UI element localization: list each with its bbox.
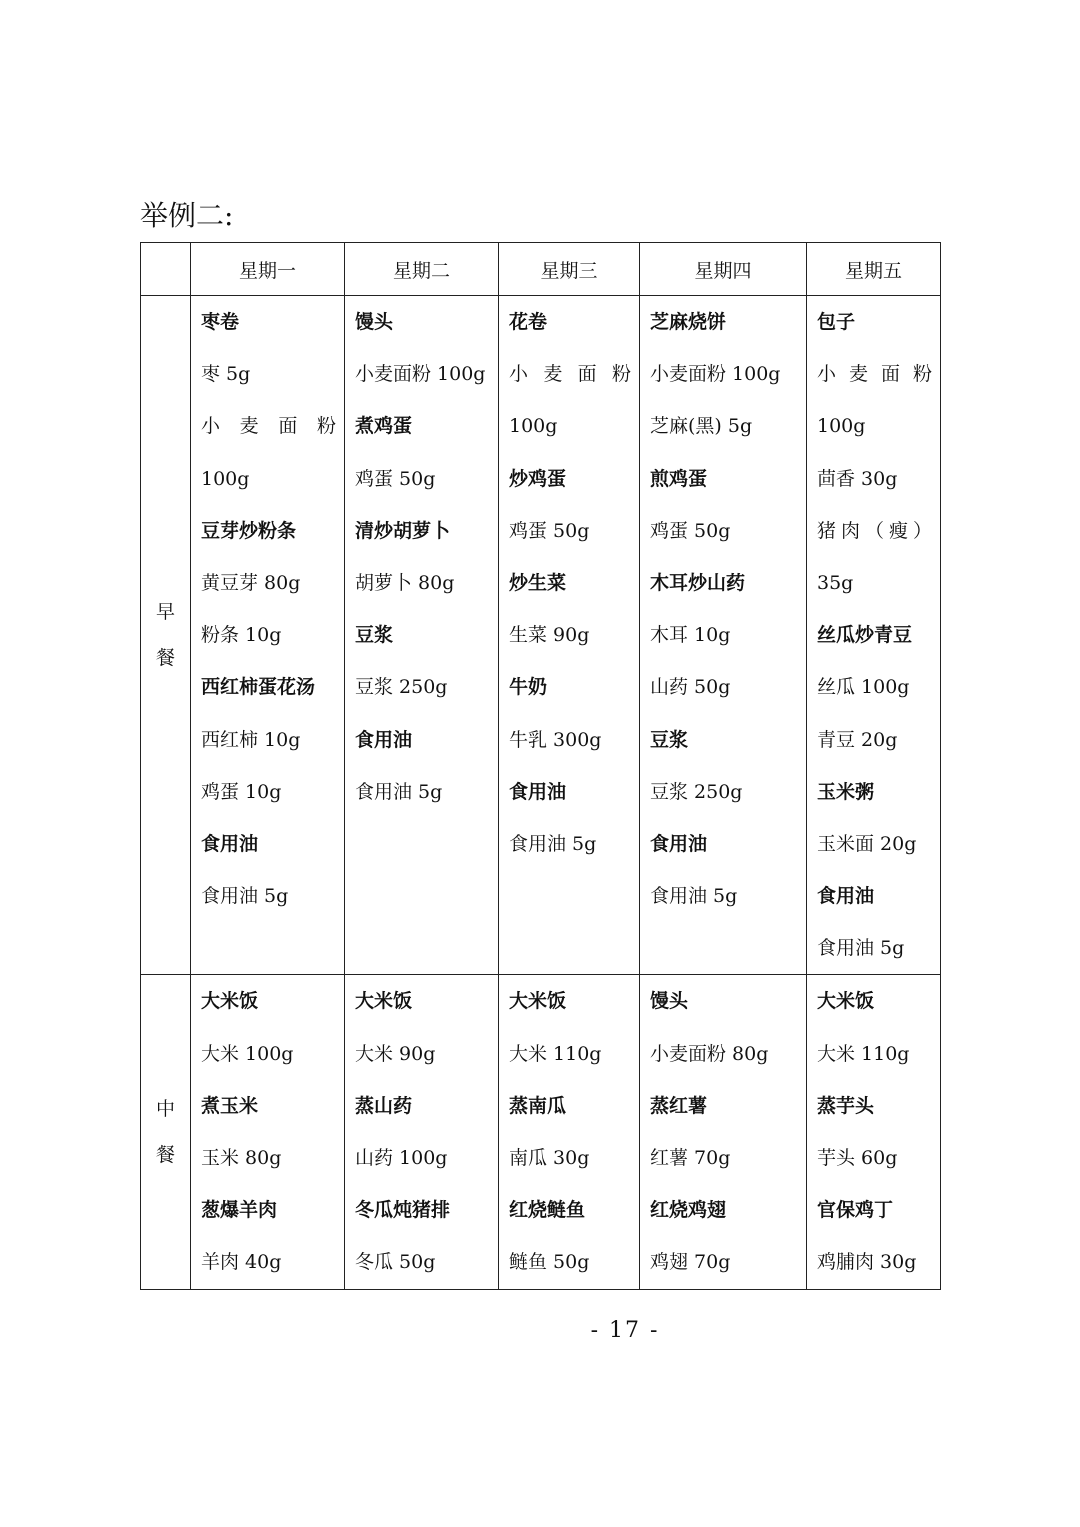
day-cell (640, 296, 807, 975)
dish-name: 官保鸡丁 (817, 1199, 894, 1222)
dish-name: 豆浆 (355, 624, 394, 647)
dish-name: 炒鸡蛋 (509, 467, 567, 490)
ingredient-line: 食用油 5g (817, 937, 905, 960)
day-header: 星期一 (191, 243, 345, 296)
ingredient-line: 生菜 90g (509, 624, 590, 647)
justified-char: 小 (201, 415, 221, 438)
ingredient-line: 玉米面 20g (817, 832, 917, 855)
ingredient-line: 南瓜 30g (509, 1147, 590, 1169)
day-header: 星期三 (499, 243, 640, 296)
meal-label-char: 早 (155, 601, 175, 624)
ingredient-line: 100g (817, 415, 866, 438)
dish-name: 大米饭 (355, 990, 413, 1013)
ingredient-line: 芋头 60g (817, 1147, 898, 1169)
dish-name: 食用油 (509, 780, 567, 803)
dish-name: 煮玉米 (201, 1094, 259, 1117)
ingredient-line: 山药 50g (650, 676, 731, 699)
ingredient-line: 大米 110g (509, 1042, 602, 1065)
meal-label (141, 296, 191, 975)
dish-name: 蒸芋头 (817, 1094, 875, 1117)
justified-char: 粉 (912, 363, 932, 386)
ingredient-line: 西红柿 10g (201, 728, 301, 751)
ingredient-line: 小麦面粉 100g (355, 363, 486, 386)
justified-char: 面 (278, 415, 298, 438)
meal-label-char: 餐 (155, 647, 175, 670)
ingredient-line: 粉条 10g (201, 624, 282, 647)
ingredient-line: 羊肉 40g (201, 1251, 282, 1274)
ingredient-line (817, 348, 932, 400)
page-number: - 17 - (590, 1318, 660, 1343)
ingredient-line: 食用油 5g (355, 780, 443, 803)
dish-name: 红烧鲢鱼 (509, 1199, 586, 1222)
day-cell (499, 296, 640, 975)
ingredient-line: 35g (817, 571, 854, 594)
dish-name: 牛奶 (509, 676, 548, 699)
meal-label (141, 975, 191, 1289)
ingredient-line: 鲢鱼 50g (509, 1251, 590, 1274)
dish-name: 蒸南瓜 (509, 1094, 567, 1117)
day-cell (191, 975, 345, 1289)
dish-name: 玉米粥 (817, 780, 875, 803)
ingredient-line: 丝瓜 100g (817, 676, 910, 699)
justified-char: 面 (880, 363, 900, 386)
dish-name: 葱爆羊肉 (201, 1199, 278, 1222)
justified-char: 麦 (848, 363, 868, 386)
ingredient-line: 芝麻(黑) 5g (650, 415, 753, 438)
ingredient-line (817, 505, 932, 557)
justified-char: 小 (509, 363, 529, 386)
meal-row (141, 975, 941, 1289)
ingredient-line: 鸡脯肉 30g (817, 1251, 917, 1274)
justified-char: 瘦 (888, 519, 908, 542)
justified-char: 麦 (543, 363, 563, 386)
ingredient-line: 玉米 80g (201, 1147, 282, 1169)
dish-name: 馒头 (650, 990, 689, 1013)
ingredient-line: 豆浆 250g (355, 676, 448, 699)
day-cell (345, 296, 499, 975)
ingredient-line: 大米 110g (817, 1042, 910, 1065)
dish-name: 食用油 (817, 885, 875, 908)
justified-char: 猪 (817, 519, 837, 542)
justified-char: （ (864, 519, 884, 542)
dish-name: 大米饭 (201, 990, 259, 1013)
dish-name: 食用油 (355, 728, 413, 751)
day-header: 星期四 (640, 243, 807, 296)
justified-char: 粉 (611, 363, 631, 386)
dish-name: 西红柿蛋花汤 (201, 676, 316, 699)
ingredient-line: 鸡翅 70g (650, 1251, 731, 1274)
dish-name: 红烧鸡翅 (650, 1199, 727, 1222)
weekly-menu-table (140, 242, 941, 1290)
dish-name: 蒸山药 (355, 1094, 413, 1117)
ingredient-line: 100g (509, 415, 558, 438)
day-cell (640, 975, 807, 1289)
justified-char: 麦 (239, 415, 259, 438)
dish-name: 蒸红薯 (650, 1094, 708, 1117)
ingredient-line: 红薯 70g (650, 1147, 731, 1169)
ingredient-line: 枣 5g (201, 363, 251, 386)
day-cell (191, 296, 345, 975)
ingredient-line (201, 400, 336, 452)
dish-name: 丝瓜炒青豆 (817, 624, 913, 647)
ingredient-line: 鸡蛋 10g (201, 780, 282, 803)
dish-name: 豆浆 (650, 728, 689, 751)
ingredient-line: 食用油 5g (201, 885, 289, 908)
justified-char: 小 (817, 363, 837, 386)
ingredient-line: 大米 100g (201, 1042, 294, 1065)
dish-name: 木耳炒山药 (650, 571, 746, 594)
ingredient-line: 胡萝卜 80g (355, 571, 455, 594)
dish-name: 包子 (817, 311, 856, 333)
ingredient-line: 100g (201, 467, 250, 490)
day-cell (807, 975, 941, 1289)
ingredient-line: 食用油 5g (509, 832, 597, 855)
dish-name: 花卷 (509, 311, 548, 333)
day-header: 星期二 (345, 243, 499, 296)
ingredient-line: 冬瓜 50g (355, 1251, 436, 1274)
dish-name: 煎鸡蛋 (650, 467, 708, 490)
ingredient-line: 小麦面粉 80g (650, 1042, 769, 1065)
dish-name: 枣卷 (201, 311, 240, 333)
dish-name: 食用油 (201, 832, 259, 855)
justified-char: ） (912, 519, 932, 542)
ingredient-line: 茴香 30g (817, 467, 898, 490)
justified-char: 肉 (840, 519, 860, 542)
page-heading: 举例二: (140, 199, 234, 232)
dish-name: 芝麻烧饼 (650, 311, 727, 333)
dish-name: 豆芽炒粉条 (201, 519, 297, 542)
ingredient-line: 鸡蛋 50g (509, 519, 590, 542)
day-cell (499, 975, 640, 1289)
ingredient-line: 食用油 5g (650, 885, 738, 908)
meal-label-char: 中 (155, 1098, 175, 1120)
dish-name: 馒头 (355, 311, 394, 333)
dish-name: 煮鸡蛋 (355, 415, 413, 438)
justified-char: 粉 (316, 415, 336, 438)
ingredient-line: 鸡蛋 50g (650, 519, 731, 542)
justified-char: 面 (577, 363, 597, 386)
dish-name: 大米饭 (817, 990, 875, 1013)
dish-name: 大米饭 (509, 990, 567, 1013)
day-header: 星期五 (807, 243, 941, 296)
ingredient-line: 木耳 10g (650, 624, 731, 647)
meal-label-char: 餐 (155, 1144, 175, 1166)
ingredient-line (509, 348, 631, 400)
day-cell (345, 975, 499, 1289)
header-row (141, 243, 941, 296)
dish-name: 食用油 (650, 832, 708, 855)
dish-name: 清炒胡萝卜 (355, 519, 451, 542)
ingredient-line: 鸡蛋 50g (355, 467, 436, 490)
ingredient-line: 牛乳 300g (509, 728, 602, 751)
dish-name: 炒生菜 (509, 571, 567, 594)
ingredient-line: 黄豆芽 80g (201, 571, 301, 594)
meal-row (141, 296, 941, 975)
ingredient-line: 豆浆 250g (650, 780, 743, 803)
ingredient-line: 小麦面粉 100g (650, 363, 781, 386)
day-cell (807, 296, 941, 975)
corner-cell (141, 243, 191, 296)
ingredient-line: 山药 100g (355, 1147, 448, 1169)
ingredient-line: 大米 90g (355, 1042, 436, 1065)
ingredient-line: 青豆 20g (817, 728, 898, 751)
dish-name: 冬瓜炖猪排 (355, 1199, 451, 1222)
